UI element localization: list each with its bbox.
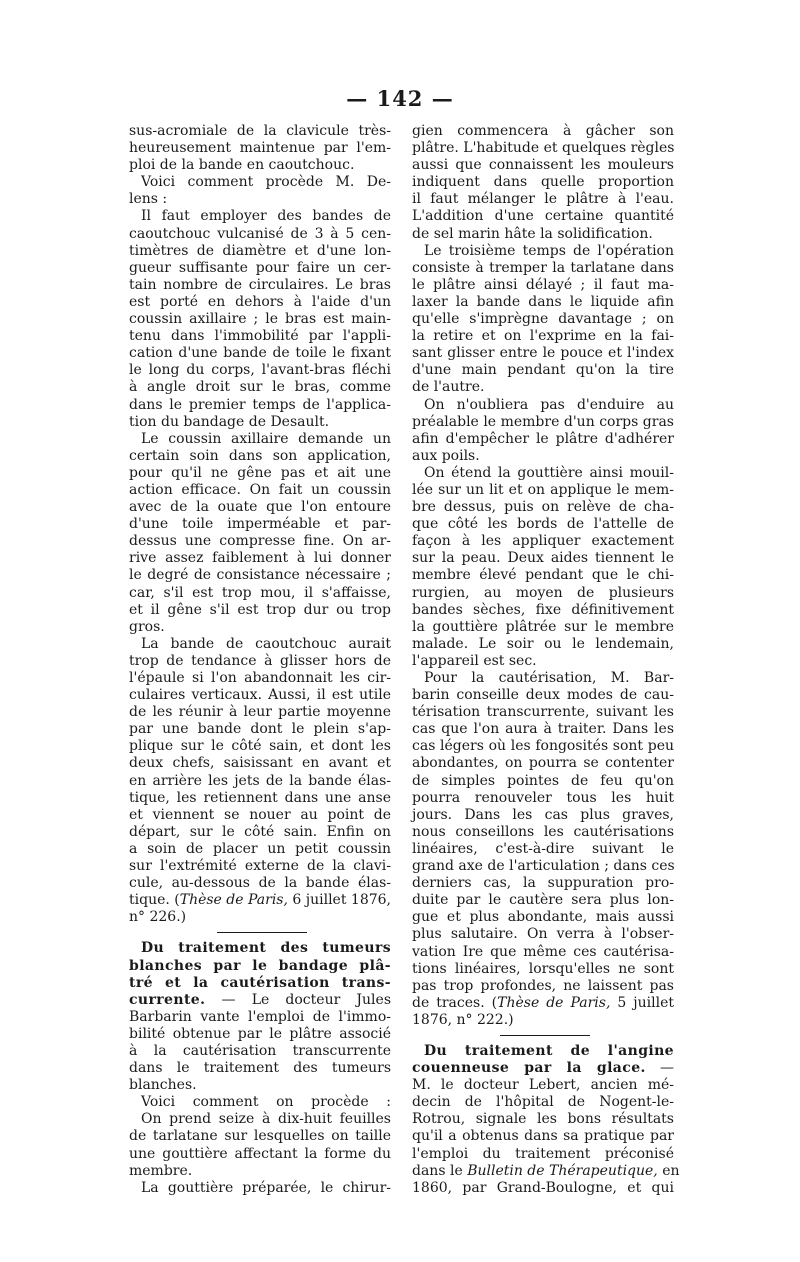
text-line: est porté en dehors à l'aide d'un xyxy=(129,293,391,310)
text-line: action efficace. On fait un coussin xyxy=(129,481,391,498)
text-line: avec de la ouate que l'on entoure xyxy=(129,499,391,516)
text-line: Il faut employer des bandes de xyxy=(141,208,391,225)
text-line: plus salutaire. On verra à l'obser- xyxy=(412,926,674,943)
text-line: pas trop profondes, ne laissent pas xyxy=(412,977,674,994)
text-line: aux poils. xyxy=(412,447,480,464)
text-line: dessus une compresse fine. On ar- xyxy=(129,533,391,550)
text-line: gien commencera à gâcher son xyxy=(412,123,674,139)
text-line: decin de l'hôpital de Nogent-le- xyxy=(412,1094,674,1111)
text-line: M. le docteur Lebert, ancien mé- xyxy=(412,1077,674,1094)
right-column xyxy=(412,123,680,1197)
citation-title: Thèse de Paris, xyxy=(179,892,288,909)
text-line: sus-acromiale de la clavicule très- xyxy=(129,123,391,139)
section-heading: blanches par le bandage plâ- xyxy=(129,957,391,974)
text-line: de les réunir à leur partie moyenne xyxy=(129,704,391,721)
text-line: sur l'extrémité externe de la clavi- xyxy=(129,858,391,875)
text-line: certain soin dans son application, xyxy=(129,447,391,464)
text-line: car, s'il est trop mou, il s'affaisse, xyxy=(129,584,391,601)
text-line: pour qu'il ne gêne pas et ait une xyxy=(129,464,391,481)
text-line: Voici comment procède M. De- xyxy=(141,174,391,191)
text-line: de traces. (Thèse de Paris, 5 juillet xyxy=(412,994,674,1011)
text-line: abondantes, on pourra se contenter xyxy=(412,755,674,772)
text-line: Rotrou, signale les bons résultats xyxy=(412,1111,674,1128)
text-line: aussi que connaissent les mouleurs xyxy=(412,157,674,174)
text-line: Le coussin axillaire demande un xyxy=(141,430,391,447)
text-line: l'appareil est sec. xyxy=(412,652,537,669)
text-line: une gouttière affectant la forme du xyxy=(129,1145,391,1162)
text-line: L'addition d'une certaine quantité xyxy=(412,208,674,225)
text-line: rurgien, au moyen de plusieurs xyxy=(412,584,674,601)
citation-title: Bulletin de Thérapeutique, xyxy=(467,1162,658,1179)
text-line: jours. Dans les cas plus graves, xyxy=(412,806,674,823)
text-line: membre. xyxy=(129,1162,193,1179)
page-number: — 142 — xyxy=(346,86,454,111)
section-heading-line: couenneuse par la glace. — xyxy=(412,1060,675,1077)
text-line: blanches. xyxy=(129,1077,197,1094)
text-line: plâtre. L'habitude et quelques règles xyxy=(412,140,675,157)
text-line: le degré de consistance nécessaire ; xyxy=(129,567,391,584)
text-line: cation d'une bande de toile le fixant xyxy=(129,345,391,362)
text-line: gueur suffisante pour faire un cer- xyxy=(129,259,391,276)
text-line: gros. xyxy=(129,618,165,635)
section-heading: Du traitement de l'angine xyxy=(424,1042,674,1059)
text-line: cas que l'on aura à traiter. Dans les xyxy=(412,721,674,738)
text-line: heureusement maintenue par l'em- xyxy=(129,140,391,157)
text-line: gue et plus abondante, mais aussi xyxy=(412,909,674,926)
text-line: vation Ire que même ces cautérisa- xyxy=(412,943,674,960)
text-line: La gouttière préparée, le chirur- xyxy=(141,1179,391,1196)
text-line: timètres de diamètre et d'une lon- xyxy=(129,242,391,259)
text-line: Barbarin vante l'emploi de l'immo- xyxy=(129,1008,391,1025)
text-line: dans le premier temps de l'applica- xyxy=(129,396,391,413)
text-line: tenu dans l'immobilité par l'appli- xyxy=(129,328,391,345)
text-line: duite par le cautère sera plus lon- xyxy=(412,892,674,909)
text-line: de l'autre. xyxy=(412,379,485,396)
text-line: bandes sèches, fixe définitivement xyxy=(412,601,674,618)
text-line: Pour la cautérisation, M. Bar- xyxy=(424,670,674,686)
text-line: tique, les retiennent dans une anse xyxy=(129,789,391,806)
text-line: consiste à tremper la tarlatane dans xyxy=(412,259,674,276)
text-line: laxer la bande dans le liquide afin xyxy=(412,293,674,310)
text-line: cas légers où les fongosités sont peu xyxy=(412,738,674,755)
text-line: a soin de placer un petit coussin xyxy=(129,840,391,857)
section-divider xyxy=(129,926,391,940)
section-heading: Du traitement des tumeurs xyxy=(141,940,391,957)
text-line: que côté les bords de l'attelle de xyxy=(412,516,674,533)
section-heading-line xyxy=(412,1043,674,1060)
text-line: indiquent dans quelle proportion xyxy=(412,174,674,191)
section-heading: tré et la cautérisation trans- xyxy=(129,974,391,991)
text-line: dans le Bulletin de Thérapeutique, en xyxy=(412,1162,680,1179)
text-line: tain nombre de circulaires. Le bras xyxy=(129,276,391,293)
text-line: barin conseille deux modes de cau- xyxy=(412,687,674,704)
text-line: nous conseillons les cautérisations xyxy=(412,823,674,840)
section-heading: currente. xyxy=(129,991,206,1008)
text-line: le plâtre ainsi délayé ; il faut ma- xyxy=(412,276,674,293)
text-line: grand axe de l'articulation ; dans ces xyxy=(412,858,675,875)
text-line: tique. (Thèse de Paris, 6 juillet 1876, xyxy=(129,892,391,909)
left-column xyxy=(129,123,391,1197)
section-divider xyxy=(412,1029,674,1043)
text-line: sant glisser entre le pouce et l'index xyxy=(412,345,674,362)
text-line: par une bande dont le plein s'ap- xyxy=(129,721,391,738)
text-line: ploi de la bande en caoutchouc. xyxy=(129,157,355,174)
text-line: départ, sur le côté sain. Enfin on xyxy=(129,823,391,840)
text-line: préalable le membre d'un corps gras xyxy=(412,413,674,430)
text-line: caoutchouc vulcanisé de 3 à 5 cen- xyxy=(129,225,391,242)
text-line: à angle droit sur le bras, comme xyxy=(129,379,391,396)
text-line: La bande de caoutchouc aurait xyxy=(141,635,391,652)
text-line: Le troisième temps de l'opération xyxy=(424,242,674,259)
text-line: afin d'empêcher le plâtre d'adhérer xyxy=(412,430,674,447)
text-line: bre dessus, puis on relève de cha- xyxy=(412,499,674,516)
text-line: malade. Le soir ou le lendemain, xyxy=(412,635,674,652)
text-line: cule, au-dessous de la bande élas- xyxy=(129,875,391,892)
text-line: derniers cas, la suppuration pro- xyxy=(412,875,674,892)
text-line: rive assez faiblement à lui donner xyxy=(129,550,391,567)
text-line: dans le traitement des tumeurs xyxy=(129,1060,391,1077)
section-heading-line: currente. — Le docteur Jules xyxy=(129,991,391,1008)
text-line: On étend la gouttière ainsi mouil- xyxy=(424,464,674,481)
text-line: d'une main pendant qu'on la tire xyxy=(412,362,674,379)
text-line: térisation transcurrente, suivant les xyxy=(412,704,674,721)
text-line: le long du corps, l'avant-bras fléchi xyxy=(129,362,391,379)
text-line: l'emploi du traitement préconisé xyxy=(412,1145,674,1162)
text-line: bilité obtenue par le plâtre associé xyxy=(129,1025,391,1042)
text-line: il faut mélanger le plâtre à l'eau. xyxy=(412,191,674,208)
text-line: à la cautérisation transcurrente xyxy=(129,1042,391,1059)
text-line: et il gêne s'il est trop dur ou trop xyxy=(129,601,391,618)
text-line: la gouttière plâtrée sur le membre xyxy=(412,618,674,635)
text-line: d'une toile imperméable et par- xyxy=(129,516,391,533)
text-line: de sel marin hâte la solidification. xyxy=(412,225,653,242)
citation-title: Thèse de Paris, xyxy=(497,994,611,1011)
text-line: 1860, par Grand-Boulogne, et qui xyxy=(412,1179,674,1196)
text-line: Voici comment on procède : xyxy=(141,1094,391,1111)
text-line: n° 226.) xyxy=(129,909,187,926)
section-heading-line xyxy=(129,940,391,957)
text-line: On prend seize à dix-huit feuilles xyxy=(141,1111,391,1128)
text-line: sur la peau. Deux aides tiennent le xyxy=(412,550,674,567)
text-line: qu'elle s'imprègne davantage ; on xyxy=(412,311,674,328)
text-line: de simples pointes de feu qu'on xyxy=(412,772,674,789)
text-line: en arrière les jets de la bande élas- xyxy=(129,772,391,789)
text-line: coussin axillaire ; le bras est main- xyxy=(129,311,391,328)
text-line: tion du bandage de Desault. xyxy=(129,413,330,430)
text-line: trop de tendance à glisser hors de xyxy=(129,652,391,669)
text-line: tions linéaires, lorsqu'elles ne sont xyxy=(412,960,674,977)
text-line: 1876, n° 222.) xyxy=(412,1011,514,1028)
text-line: plique sur le côté sain, et dont les xyxy=(129,738,391,755)
section-heading: couenneuse par la glace. xyxy=(412,1060,646,1077)
text-line: de tarlatane sur lesquelles on taille xyxy=(129,1128,391,1145)
text-line: pourra renouveler tous les huit xyxy=(412,789,674,806)
section-heading-line xyxy=(129,975,391,992)
text-line: culaires verticaux. Aussi, il est utile xyxy=(129,687,391,704)
text-line: et viennent se nouer au point de xyxy=(129,806,391,823)
text-line: lens : xyxy=(129,191,168,208)
text-line: la retire et on l'exprime en la fai- xyxy=(412,328,674,345)
text-line: membre élevé pendant que le chi- xyxy=(412,567,674,584)
text-line: lée sur un lit et on applique le mem- xyxy=(412,481,674,498)
text-line: façon à les appliquer exactement xyxy=(412,533,674,550)
text-line: l'épaule si l'on abandonnait les cir- xyxy=(129,670,391,686)
section-heading-line xyxy=(129,958,391,975)
text-line: qu'il a obtenus dans sa pratique par xyxy=(412,1128,674,1145)
text-line: deux chefs, saisissant en avant et xyxy=(129,755,391,772)
text-line: On n'oubliera pas d'enduire au xyxy=(424,396,674,413)
text-line: linéaires, c'est-à-dire suivant le xyxy=(412,840,674,857)
